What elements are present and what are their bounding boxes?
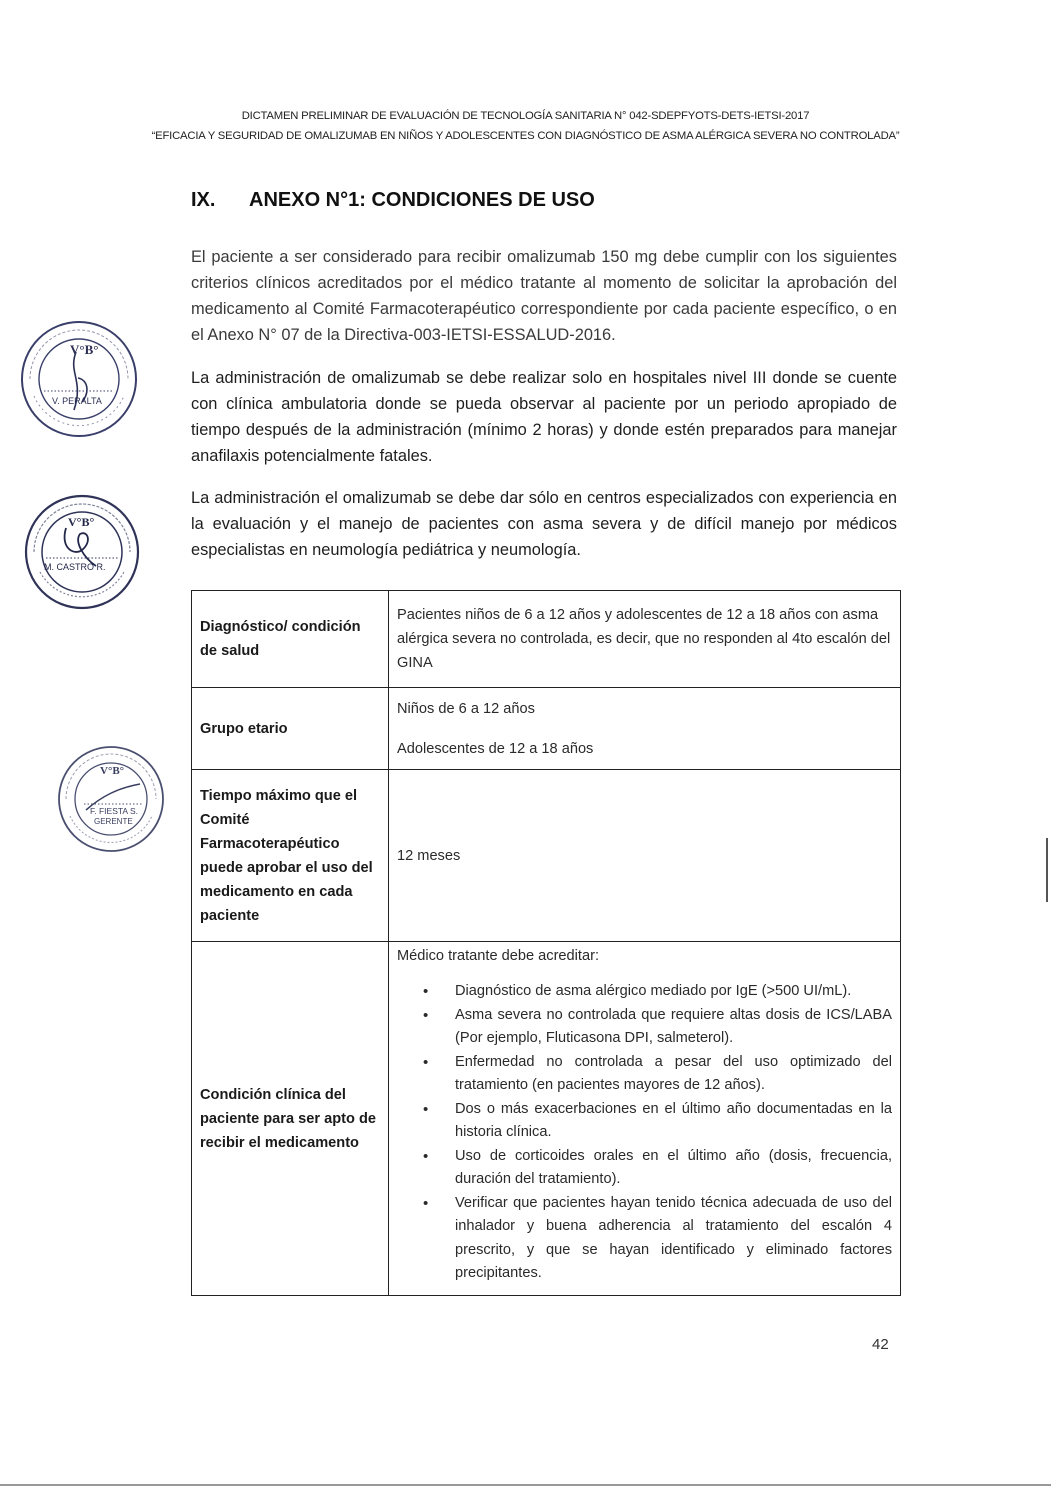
paragraph-specialized-centers: La administración el omalizumab se debe dar sólo en centros especializados con experiencia en la evaluación y el manejo de pacientes con asma severa y de difícil manejo por médicos especialistas en neumología pediátrica y neumología. bbox=[191, 489, 897, 559]
section-title bbox=[191, 189, 595, 212]
approval-seal-peralta bbox=[18, 318, 140, 440]
criteria-list bbox=[397, 980, 892, 1286]
list-item: • Verificar que pacientes hayan tenido técnica adecuada de uso del inhalador y buena adherencia al tratamiento del escalón 4 prescrito, y que se hayan identificado y eliminado factores precipitantes. bbox=[397, 1192, 892, 1286]
header-line-1: DICTAMEN PRELIMINAR DE EVALUACIÓN DE TECNOLOGÍA SANITARIA N° 042-SDEPFYOTS-DETS-IETSI-2017 bbox=[241, 110, 810, 122]
seal-mark: V°B° bbox=[70, 342, 99, 357]
list-item: • Enfermedad no controlada a pesar del uso optimizado del tratamiento (en pacientes mayores de 12 años). bbox=[397, 1051, 892, 1098]
document-header bbox=[0, 106, 1051, 146]
age-group-adolescents: Adolescentes de 12 a 18 años bbox=[397, 740, 594, 757]
seal-stamp-icon bbox=[18, 318, 140, 440]
seal-name: F. FIESTA S. bbox=[90, 806, 139, 816]
scan-bottom-edge bbox=[0, 1484, 1051, 1486]
section-heading: ANEXO N°1: CONDICIONES DE USO bbox=[249, 189, 595, 211]
seal-stamp-icon bbox=[56, 744, 166, 854]
criteria-intro: Médico tratante debe acreditar: bbox=[397, 948, 599, 964]
paragraph-criteria: El paciente a ser considerado para recibir omalizumab 150 mg debe cumplir con los siguientes criterios clínicos acreditados por el médico tratante al momento de solicitar la aprobación del medicamento al Comité Farmacoterapéutico correspondiente por cada paciente específico, o en el Anexo N° 07 de la Directiva-003-IETSI-ESSALUD-2016. bbox=[191, 248, 897, 344]
row-value-max-time: 12 meses bbox=[389, 770, 901, 942]
approval-seal-castro bbox=[22, 492, 142, 612]
seal-name: M. CASTRO R. bbox=[44, 562, 106, 572]
row-value-diagnosis: Pacientes niños de 6 a 12 años y adolescentes de 12 a 18 años con asma alérgica severa no controlada, es decir, que no responden al 4to escalón del GINA bbox=[389, 591, 901, 688]
list-item: • Diagnóstico de asma alérgico mediado por IgE (>500 UI/mL). bbox=[397, 980, 892, 1004]
row-label-clinical-condition: Condición clínica del paciente para ser apto de recibir el medicamento bbox=[192, 942, 389, 1296]
list-item: • Dos o más exacerbaciones en el último año documentadas en la historia clínica. bbox=[397, 1098, 892, 1145]
seal-mark: V°B° bbox=[68, 515, 95, 529]
list-item: • Uso de corticoides orales en el último año (dosis, frecuencia, duración del tratamiento). bbox=[397, 1145, 892, 1192]
conditions-table bbox=[191, 590, 901, 1296]
section-number: IX. bbox=[191, 189, 216, 211]
row-label-age-group: Grupo etario bbox=[192, 688, 389, 770]
approval-seal-fiesta bbox=[56, 744, 166, 854]
list-item: • Asma severa no controlada que requiere altas dosis de ICS/LABA (Por ejemplo, Fluticasona DPI, salmeterol). bbox=[397, 1004, 892, 1051]
row-label-max-time: Tiempo máximo que el Comité Farmacoterapéutico puede aprobar el uso del medicamento en cada paciente bbox=[192, 770, 389, 942]
table-row bbox=[192, 688, 901, 770]
page-number: 42 bbox=[872, 1336, 889, 1353]
seal-name: V. PERALTA bbox=[52, 396, 102, 406]
age-group-children: Niños de 6 a 12 años bbox=[397, 700, 535, 717]
row-value-clinical-condition bbox=[389, 942, 901, 1296]
table-row bbox=[192, 942, 901, 1296]
scan-edge-mark bbox=[1046, 838, 1048, 902]
table-row bbox=[192, 591, 901, 688]
paragraph-administration-hospitals: La administración de omalizumab se debe realizar solo en hospitales nivel III donde se cuente con clínica ambulatoria donde se pueda observar al paciente por un periodo apropiado de tiempo después de la administración (mínimo 2 horas) y donde estén preparados para manejar anafilaxis potencialmente fatales. bbox=[191, 369, 897, 465]
row-value-age-group bbox=[389, 688, 901, 770]
seal-role: GERENTE bbox=[94, 817, 133, 826]
header-line-2: “EFICACIA Y SEGURIDAD DE OMALIZUMAB EN NIÑOS Y ADOLESCENTES CON DIAGNÓSTICO DE ASMA ALÉRGICA SEVERA NO CONTROLADA” bbox=[151, 130, 900, 142]
row-label-diagnosis: Diagnóstico/ condición de salud bbox=[192, 591, 389, 688]
seal-mark: V°B° bbox=[100, 765, 125, 777]
table-row bbox=[192, 770, 901, 942]
seal-stamp-icon bbox=[22, 492, 142, 612]
